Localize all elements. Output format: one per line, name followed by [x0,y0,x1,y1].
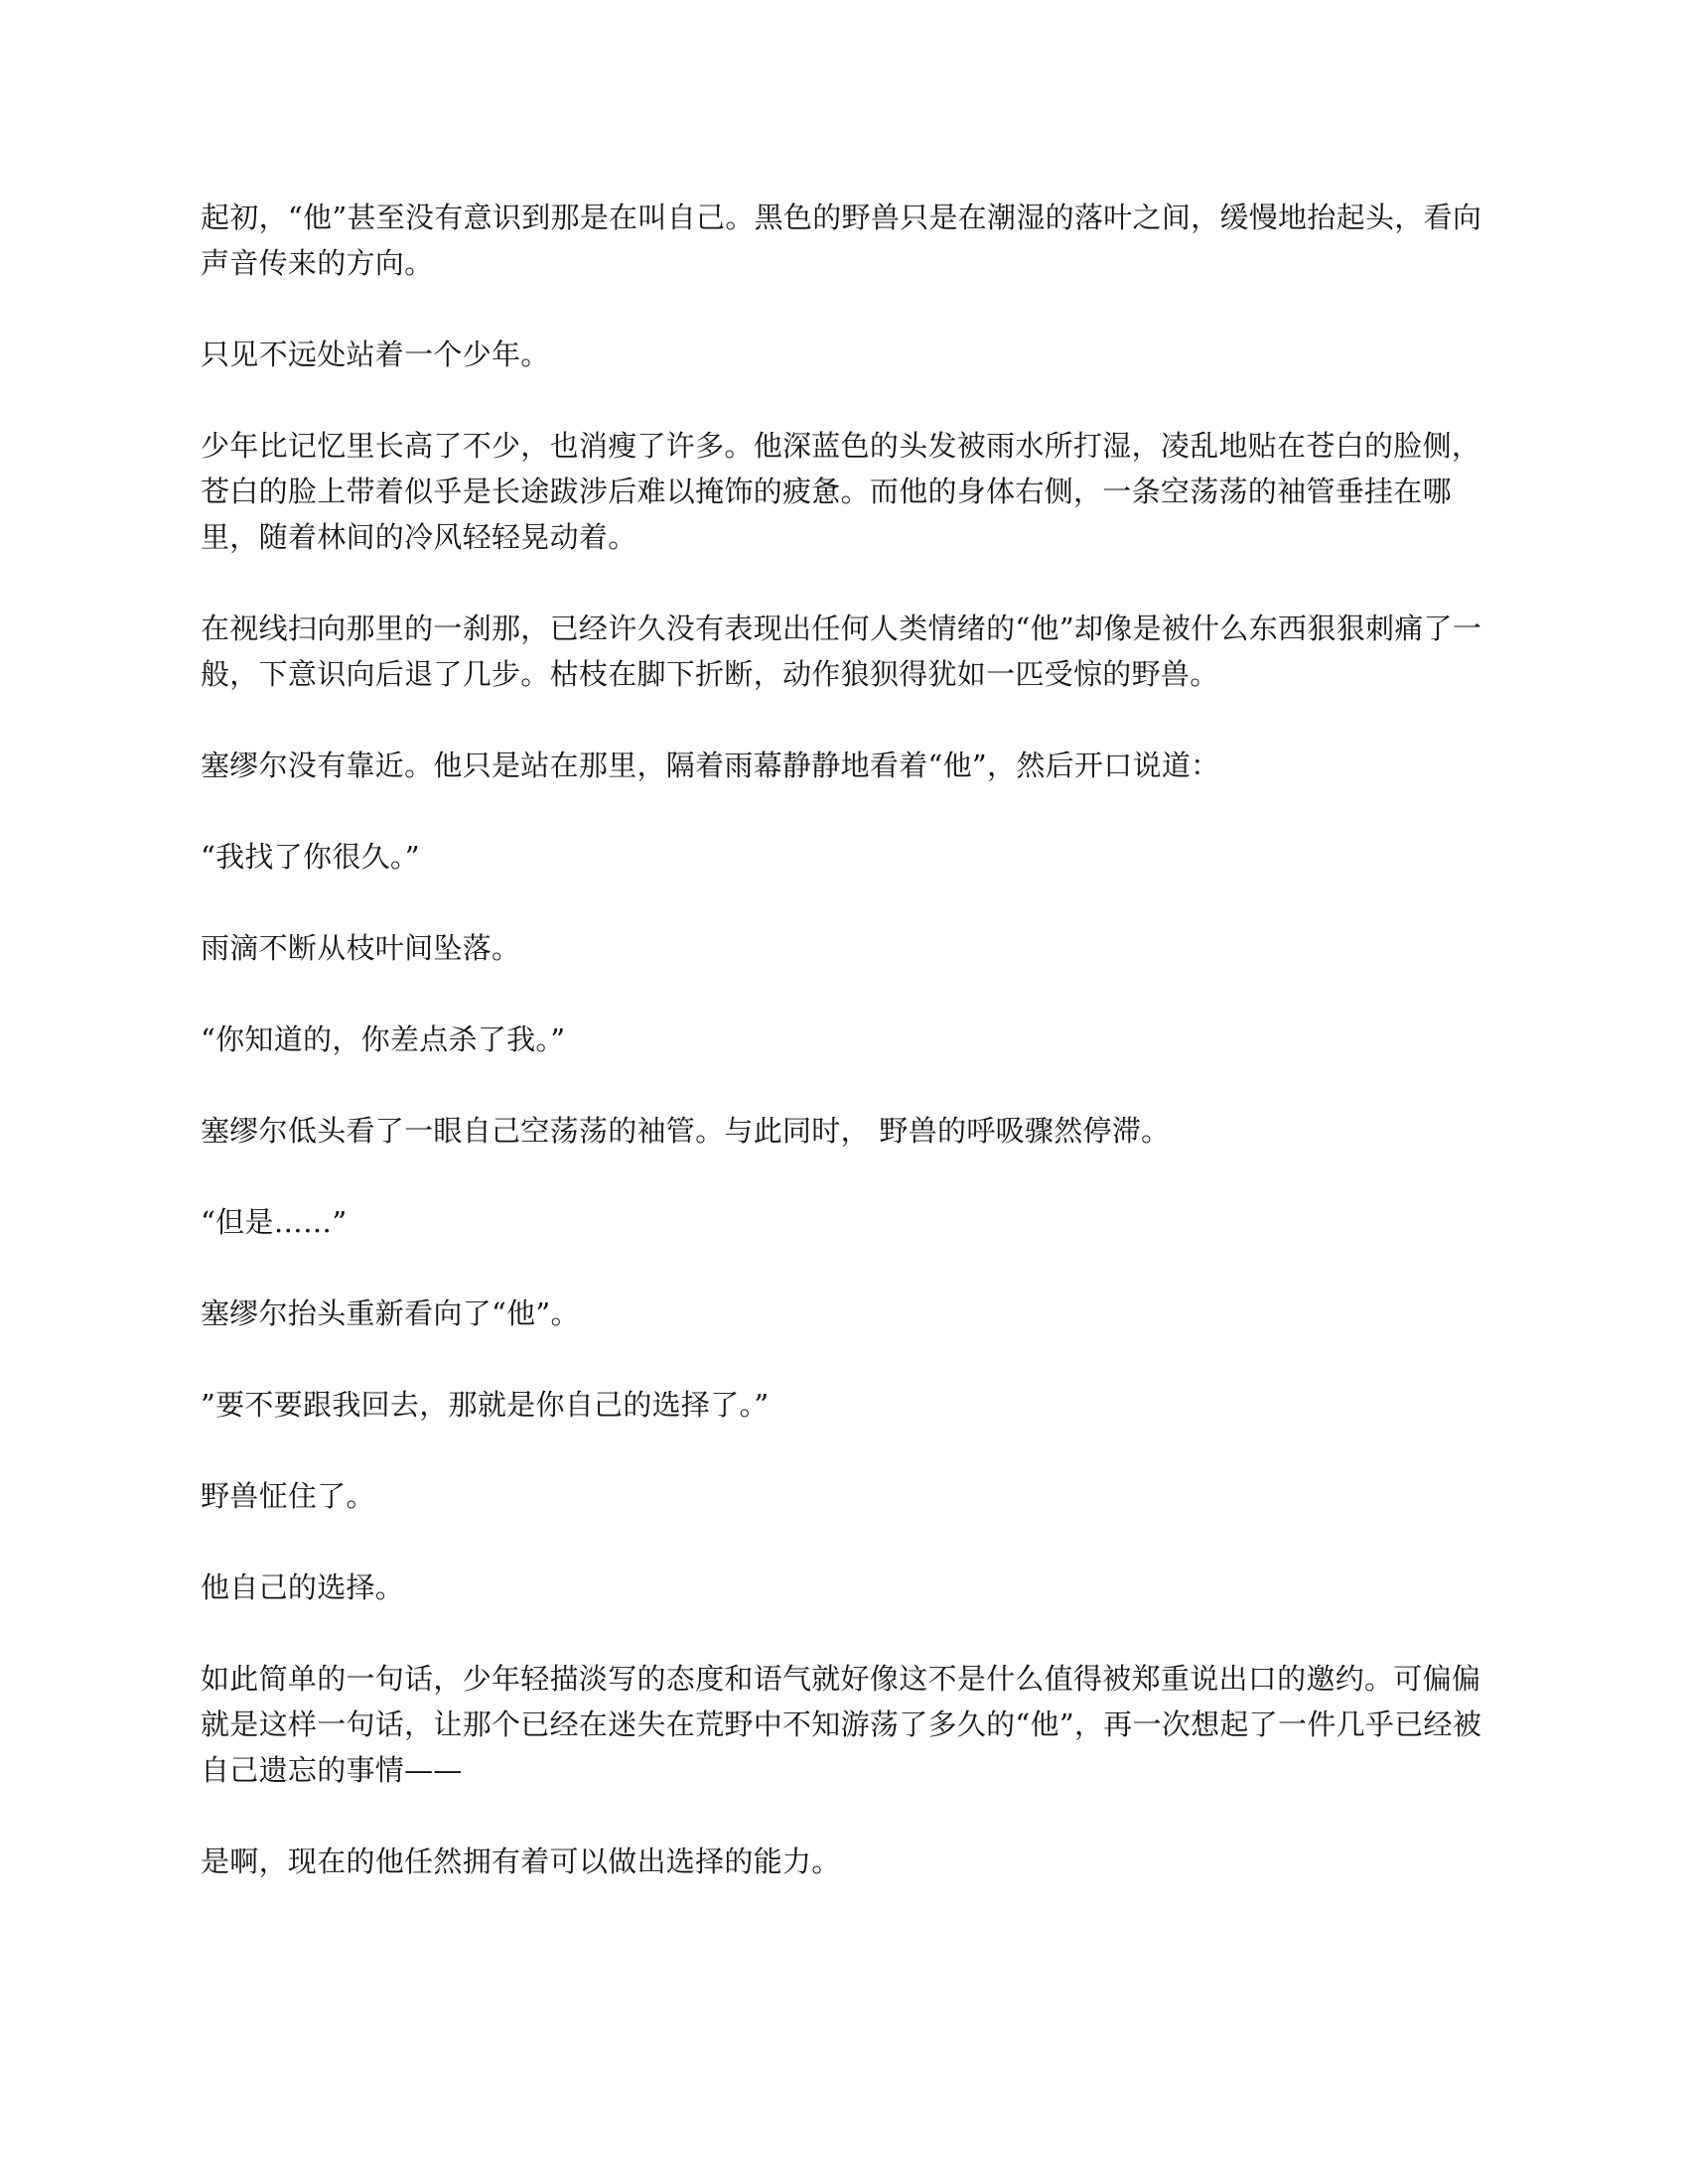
paragraph-10: “但是……” [201,1205,348,1239]
paragraph-7: 雨滴不断从枝叶间坠落。 [201,931,521,965]
paragraph-5: 塞缪尔没有靠近。他只是站在那里，隔着雨幕静静地看着“他”，然后开口说道： [201,749,1220,782]
paragraph-15: 如此简单的一句话，少年轻描淡写的态度和语气就好像这不是什么值得被郑重说出口的邀约。可偏偏就是这样一句话，让那个已经在迷失在荒野中不知游荡了多久的“他”，再一次想起了一件几乎已经被自己遗忘的事情—— [201,1662,1482,1787]
paragraph-13: 野兽怔住了。 [201,1479,375,1513]
paragraph-3: 少年比记忆里长高了不少，也消瘦了许多。他深蓝色的头发被雨水所打湿，凌乱地贴在苍白的脸侧，苍白的脸上带着似乎是长途跋涉后难以掩饰的疲惫。而他的身体右侧，一条空荡荡的袖管垂挂在哪里，随着林间的冷风轻轻晃动着。 [201,429,1481,554]
paragraph-11: 塞缪尔抬头重新看向了“他”。 [201,1297,580,1330]
paragraph-16: 是啊，现在的他任然拥有着可以做出选择的能力。 [201,1844,841,1878]
paragraph-9: 塞缪尔低头看了一眼自己空荡荡的袖管。与此同时， 野兽的呼吸骤然停滞。 [201,1114,1171,1148]
story-text [201,195,1491,1930]
paragraph-12: ”要不要跟我回去，那就是你自己的选择了。” [201,1388,770,1422]
paragraph-8: “你知道的，你差点杀了我。” [201,1023,566,1056]
paragraph-2: 只见不远处站着一个少年。 [201,338,550,371]
paragraph-14: 他自己的选择。 [201,1570,405,1604]
paragraph-6: “我找了你很久。” [201,840,420,874]
paragraph-1: 起初，“他”甚至没有意识到那是在叫自己。黑色的野兽只是在潮湿的落叶之间，缓慢地抬起头，看向声音传来的方向。 [201,201,1482,280]
paragraph-4: 在视线扫向那里的一刹那，已经许久没有表现出任何人类情绪的“他”却像是被什么东西狠狠刺痛了一般，下意识向后退了几步。枯枝在脚下折断，动作狼狈得犹如一匹受惊的野兽。 [201,612,1482,691]
